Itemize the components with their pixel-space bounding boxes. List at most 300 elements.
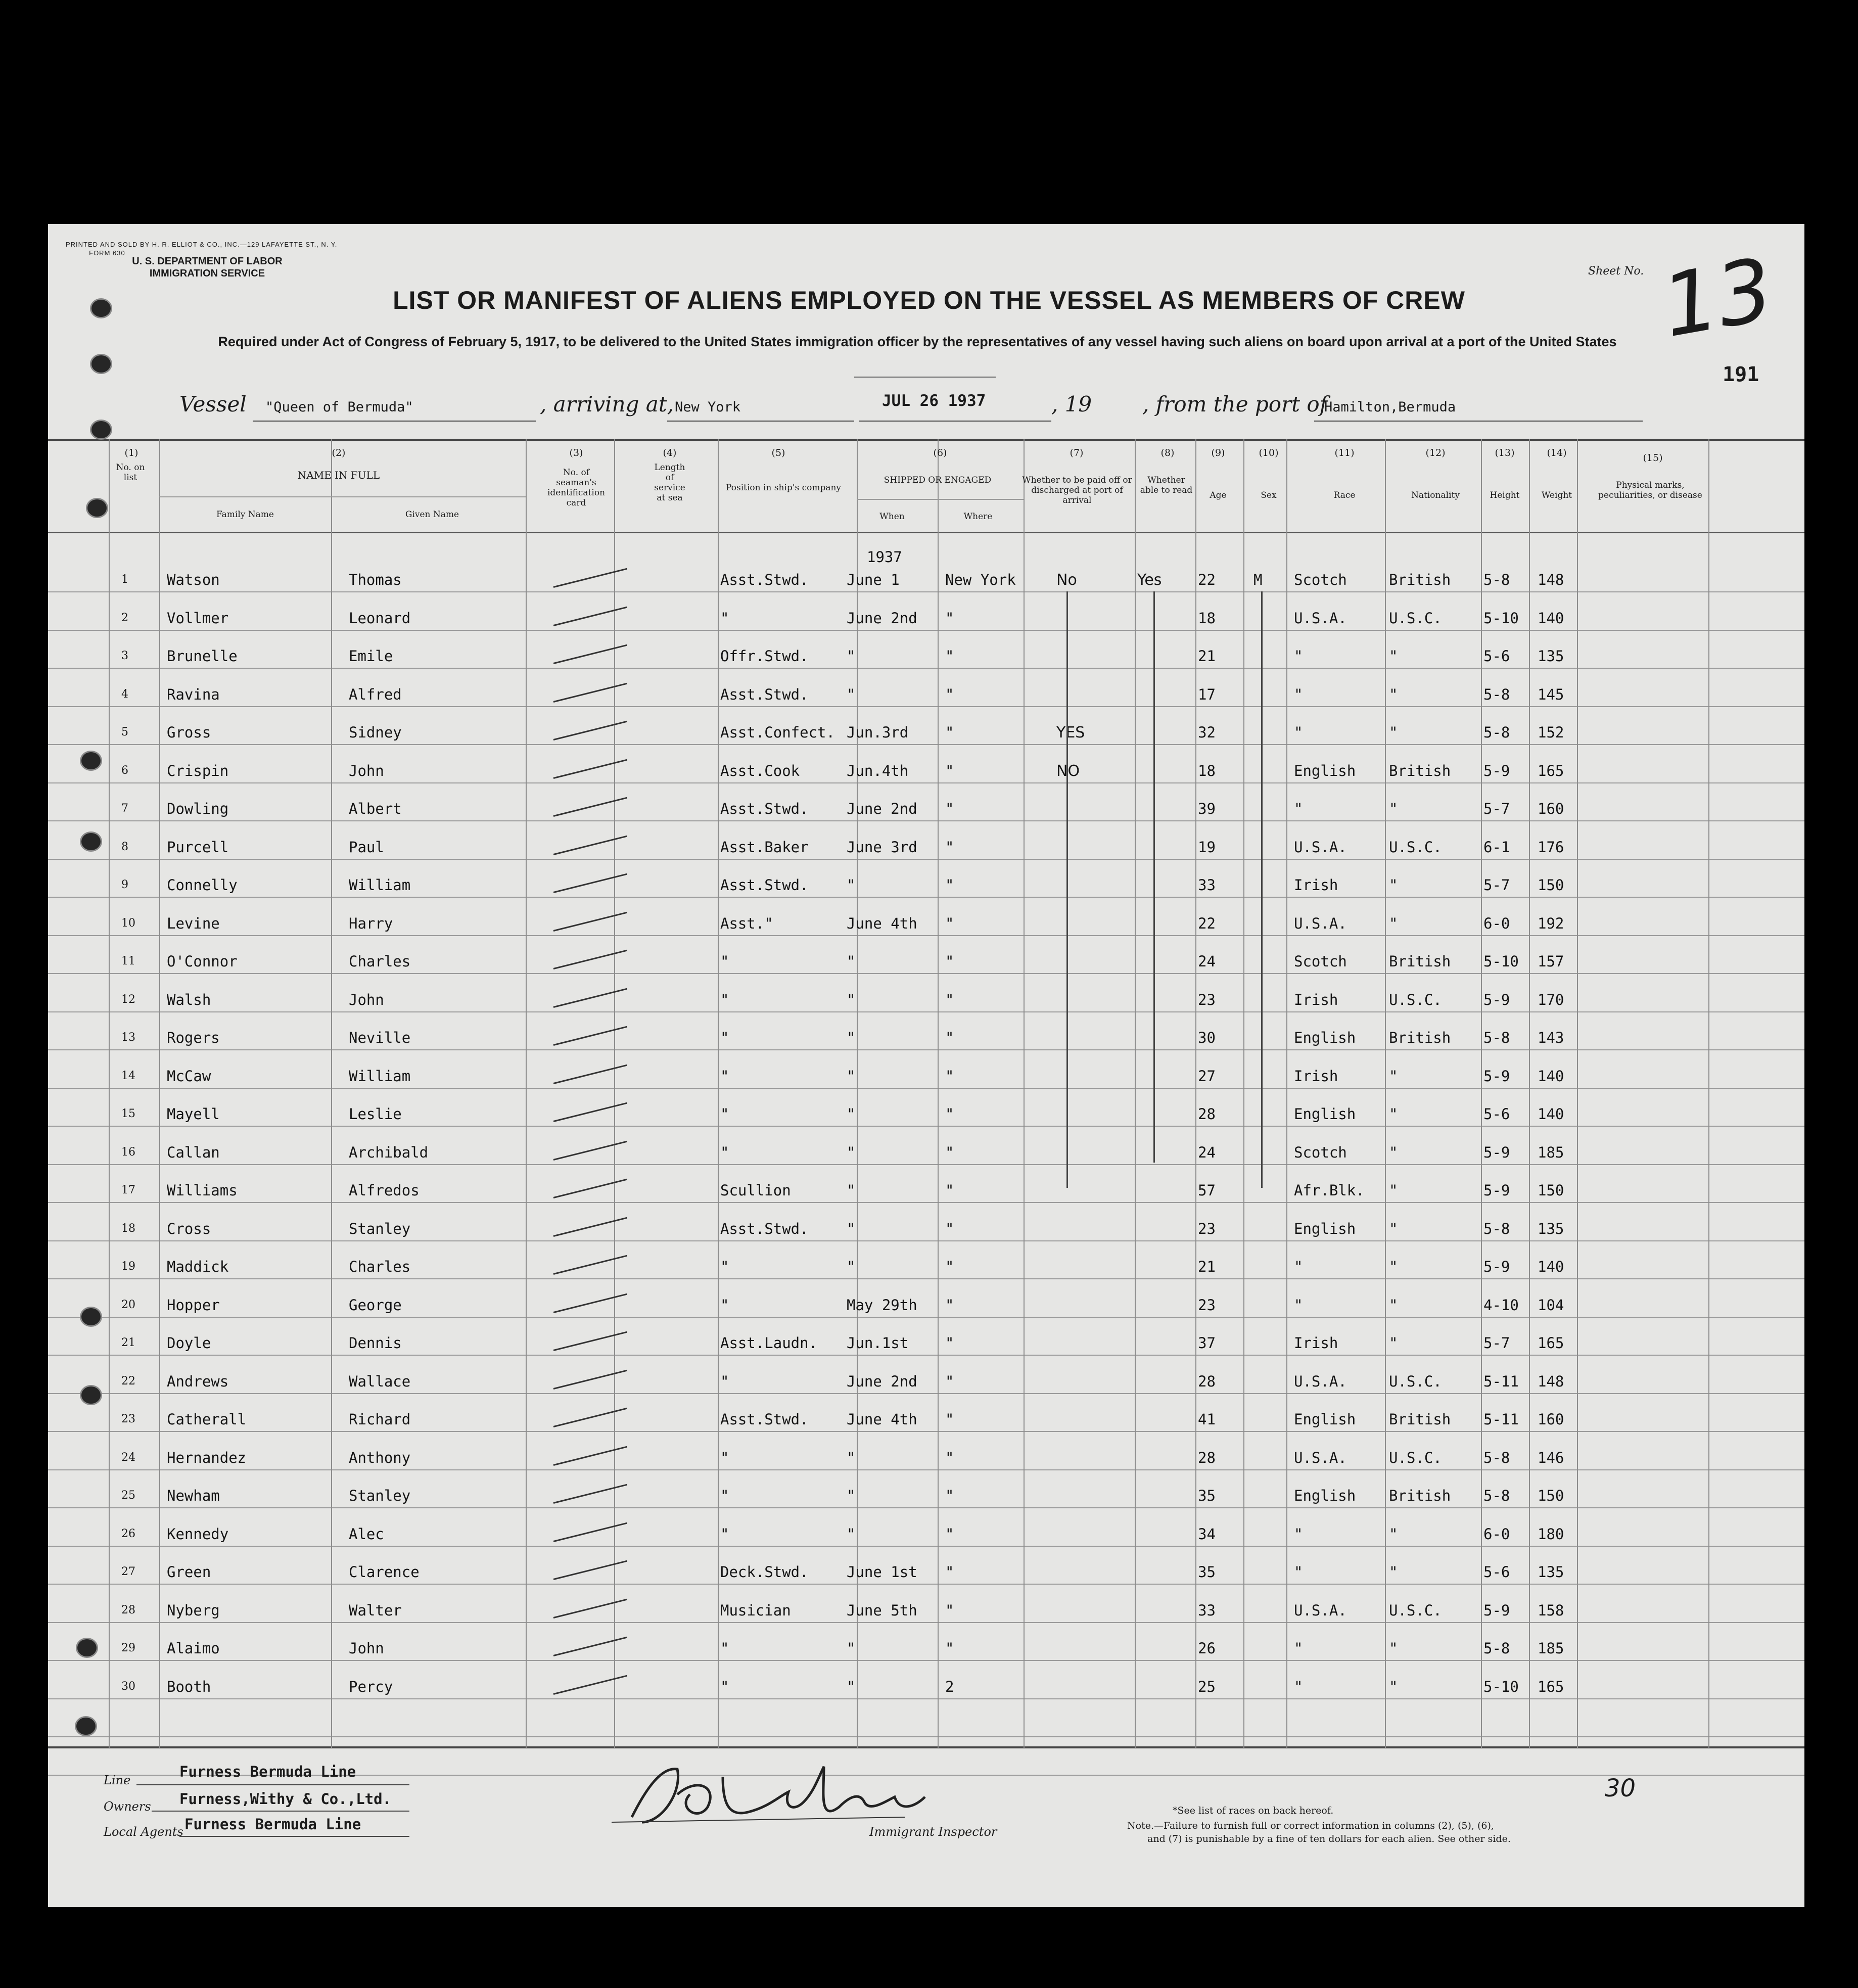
race: Scotch bbox=[1294, 1144, 1347, 1161]
ditto-stroke-col10 bbox=[1261, 591, 1263, 1188]
column-rule bbox=[159, 439, 160, 1748]
row-rule bbox=[48, 1546, 1804, 1547]
row-rule bbox=[48, 1240, 1804, 1241]
family-name: Newham bbox=[167, 1487, 220, 1504]
family-name: Purcell bbox=[167, 839, 229, 856]
age: 24 bbox=[1198, 1144, 1216, 1161]
binder-hole bbox=[90, 354, 112, 374]
race: " bbox=[1294, 1563, 1303, 1581]
col1-number: (1) bbox=[124, 447, 138, 458]
page-subtitle: Required under Act of Congress of February 5, 1917, to be delivered to the United States immigration officer by the representatives of any vessel having such aliens on board upon arrival at a port of the United States bbox=[218, 334, 1617, 349]
race: U.S.A. bbox=[1294, 1602, 1347, 1619]
column-rule bbox=[1385, 439, 1386, 1748]
shipped-when: May 29th bbox=[847, 1297, 917, 1314]
owners-label: Owners bbox=[104, 1799, 151, 1814]
race: U.S.A. bbox=[1294, 915, 1347, 932]
column-rule bbox=[1243, 439, 1244, 1748]
weight: 165 bbox=[1538, 762, 1564, 779]
given-name: Alfred bbox=[349, 686, 402, 703]
family-name: Booth bbox=[167, 1678, 211, 1695]
col13-number: (13) bbox=[1495, 447, 1515, 458]
paid-off: NO bbox=[1056, 762, 1080, 780]
sex: M bbox=[1253, 571, 1263, 588]
weight: 160 bbox=[1538, 1411, 1564, 1428]
given-name: Harry bbox=[349, 915, 393, 932]
col6-header: SHIPPED OR ENGAGED bbox=[884, 475, 992, 485]
row-number: 16 bbox=[121, 1146, 135, 1159]
sheet-number: 13 bbox=[1655, 239, 1780, 357]
shipped-when: " bbox=[847, 1068, 856, 1085]
col7-number: (7) bbox=[1070, 447, 1084, 458]
height: 5-6 bbox=[1483, 648, 1510, 665]
nationality: " bbox=[1389, 915, 1398, 932]
weight: 150 bbox=[1538, 1487, 1564, 1504]
weight: 152 bbox=[1538, 724, 1564, 741]
age: 28 bbox=[1198, 1105, 1216, 1123]
shipped-when: " bbox=[847, 876, 856, 894]
family-name: Andrews bbox=[167, 1373, 229, 1390]
position: Offr.Stwd. bbox=[720, 648, 809, 665]
height: 5-8 bbox=[1483, 1640, 1510, 1657]
port-underline bbox=[667, 421, 854, 422]
row-number: 30 bbox=[121, 1680, 135, 1693]
row-number: 17 bbox=[121, 1184, 135, 1196]
shipped-when: " bbox=[847, 648, 856, 665]
row-number: 26 bbox=[121, 1528, 135, 1540]
race: " bbox=[1294, 724, 1303, 741]
shipped-where: " bbox=[945, 1411, 954, 1428]
weight: 176 bbox=[1538, 839, 1564, 856]
height: 5-9 bbox=[1483, 1258, 1510, 1275]
position: Asst.Baker bbox=[720, 839, 809, 856]
weight: 170 bbox=[1538, 991, 1564, 1008]
height: 5-8 bbox=[1483, 1449, 1510, 1466]
from-underline bbox=[1314, 421, 1643, 422]
position: Asst.Confect. bbox=[720, 724, 835, 741]
age: 23 bbox=[1198, 1220, 1216, 1237]
given-name: George bbox=[349, 1297, 402, 1314]
shipped-when: Jun.4th bbox=[847, 762, 909, 779]
paid-off: YES bbox=[1056, 724, 1085, 742]
nationality: " bbox=[1389, 1068, 1398, 1085]
shipped-where: New York bbox=[945, 571, 1016, 588]
service-name: IMMIGRATION SERVICE bbox=[149, 268, 265, 279]
binder-hole bbox=[90, 298, 112, 318]
column-rule bbox=[1024, 439, 1025, 1748]
row-number: 10 bbox=[121, 917, 135, 930]
agents-label: Local Agents bbox=[104, 1825, 183, 1839]
row-rule bbox=[48, 1584, 1804, 1585]
row-rule bbox=[48, 668, 1804, 669]
race: " bbox=[1294, 1258, 1303, 1275]
given-name: Sidney bbox=[349, 724, 402, 741]
family-name: Callan bbox=[167, 1144, 220, 1161]
family-name: McCaw bbox=[167, 1068, 211, 1085]
nationality: " bbox=[1389, 1220, 1398, 1237]
row-number: 12 bbox=[121, 993, 135, 1006]
nationality: " bbox=[1389, 1563, 1398, 1581]
position: " bbox=[720, 1678, 729, 1695]
owners-underline bbox=[152, 1811, 409, 1812]
family-name: Connelly bbox=[167, 876, 238, 894]
row-rule bbox=[48, 1393, 1804, 1394]
age: 34 bbox=[1198, 1525, 1216, 1543]
shipped-when: " bbox=[847, 1220, 856, 1237]
family-name: Walsh bbox=[167, 991, 211, 1008]
col2a-header: Family Name bbox=[216, 510, 274, 520]
race: English bbox=[1294, 1105, 1356, 1123]
age: 19 bbox=[1198, 839, 1216, 856]
arrival-date-stamp: JUL 26 1937 bbox=[882, 392, 986, 410]
column-rule bbox=[1577, 439, 1578, 1748]
printer-imprint: PRINTED AND SOLD BY H. R. ELLIOT & CO., INC.—129 LAFAYETTE ST., N. Y. FORM 630 bbox=[66, 241, 338, 257]
nationality: U.S.C. bbox=[1389, 1449, 1442, 1466]
date-underline bbox=[859, 421, 1051, 422]
shipped-subrule bbox=[857, 499, 1024, 500]
family-name: Mayell bbox=[167, 1105, 220, 1123]
weight: 185 bbox=[1538, 1144, 1564, 1161]
given-name: Richard bbox=[349, 1411, 411, 1428]
race: Afr.Blk. bbox=[1294, 1182, 1365, 1199]
weight: 140 bbox=[1538, 1105, 1564, 1123]
shipped-where: " bbox=[945, 1144, 954, 1161]
age: 28 bbox=[1198, 1373, 1216, 1390]
given-name: Thomas bbox=[349, 571, 402, 588]
race: U.S.A. bbox=[1294, 1449, 1347, 1466]
shipped-where: " bbox=[945, 648, 954, 665]
binder-hole bbox=[80, 831, 102, 852]
shipped-when: " bbox=[847, 1144, 856, 1161]
col2-header: NAME IN FULL bbox=[297, 469, 380, 481]
family-name: Vollmer bbox=[167, 610, 229, 627]
col4-header: Length of service at sea bbox=[654, 463, 685, 503]
col2b-header: Given Name bbox=[405, 510, 459, 520]
sheet-number-label: Sheet No. bbox=[1588, 265, 1644, 278]
given-name: Albert bbox=[349, 800, 402, 817]
shipped-where: " bbox=[945, 724, 954, 741]
row-rule bbox=[48, 935, 1804, 936]
position: Asst.Stwd. bbox=[720, 686, 809, 703]
height: 5-10 bbox=[1483, 953, 1519, 970]
nationality: " bbox=[1389, 1640, 1398, 1657]
row-number: 9 bbox=[121, 879, 128, 891]
row-rule bbox=[48, 1317, 1804, 1318]
family-name: Kennedy bbox=[167, 1525, 229, 1543]
race: Irish bbox=[1294, 1068, 1338, 1085]
age: 26 bbox=[1198, 1640, 1216, 1657]
nationality: U.S.C. bbox=[1389, 839, 1442, 856]
shipped-where: " bbox=[945, 839, 954, 856]
position: " bbox=[720, 1144, 729, 1161]
col7-header: Whether to be paid off or discharged at port of arrival bbox=[1022, 475, 1132, 505]
family-name: Rogers bbox=[167, 1029, 220, 1046]
column-rule bbox=[1135, 439, 1136, 1748]
col8-number: (8) bbox=[1160, 447, 1175, 458]
given-name: Neville bbox=[349, 1029, 411, 1046]
race: Irish bbox=[1294, 1334, 1338, 1352]
crew-count-note: 30 bbox=[1605, 1774, 1636, 1802]
ditto-stroke-col8 bbox=[1153, 591, 1155, 1163]
given-name: William bbox=[349, 876, 411, 894]
row-number: 7 bbox=[121, 802, 128, 815]
height: 5-8 bbox=[1483, 686, 1510, 703]
family-name: Williams bbox=[167, 1182, 238, 1199]
age: 33 bbox=[1198, 876, 1216, 894]
row-rule bbox=[48, 782, 1804, 783]
height: 5-6 bbox=[1483, 1563, 1510, 1581]
weight: 143 bbox=[1538, 1029, 1564, 1046]
position: " bbox=[720, 1487, 729, 1504]
row-rule bbox=[48, 1278, 1804, 1279]
weight: 185 bbox=[1538, 1640, 1564, 1657]
vessel-label: Vessel bbox=[179, 392, 247, 417]
age: 33 bbox=[1198, 1602, 1216, 1619]
weight: 140 bbox=[1538, 610, 1564, 627]
position: " bbox=[720, 1258, 729, 1275]
row-number: 29 bbox=[121, 1642, 135, 1654]
shipped-where: " bbox=[945, 1029, 954, 1046]
family-name: O'Connor bbox=[167, 953, 238, 970]
header-bottom-rule bbox=[48, 532, 1804, 533]
given-name: Wallace bbox=[349, 1373, 411, 1390]
row-number: 24 bbox=[121, 1451, 135, 1464]
row-number: 25 bbox=[121, 1489, 135, 1502]
position: Asst.Cook bbox=[720, 762, 800, 779]
col9-number: (9) bbox=[1211, 447, 1225, 458]
position: Asst.Stwd. bbox=[720, 800, 809, 817]
height: 5-11 bbox=[1483, 1411, 1519, 1428]
shipped-where: " bbox=[945, 1258, 954, 1275]
row-rule bbox=[48, 1736, 1804, 1737]
inspector-label: Immigrant Inspector bbox=[869, 1825, 997, 1839]
given-name: Clarence bbox=[349, 1563, 420, 1581]
given-name: Alfredos bbox=[349, 1182, 420, 1199]
race: " bbox=[1294, 1678, 1303, 1695]
column-rule bbox=[857, 439, 858, 1748]
given-name: Percy bbox=[349, 1678, 393, 1695]
height: 5-8 bbox=[1483, 1029, 1510, 1046]
line-value: Furness Bermuda Line bbox=[179, 1763, 356, 1780]
row-rule bbox=[48, 1507, 1804, 1508]
fine-note-2: and (7) is punishable by a fine of ten dollars for each alien. See other side. bbox=[1147, 1833, 1511, 1844]
position: Asst.Stwd. bbox=[720, 571, 809, 588]
nationality: " bbox=[1389, 1334, 1398, 1352]
row-number: 2 bbox=[121, 612, 128, 624]
position: " bbox=[720, 1449, 729, 1466]
race: English bbox=[1294, 762, 1356, 779]
age: 28 bbox=[1198, 1449, 1216, 1466]
position: " bbox=[720, 1297, 729, 1314]
nationality: " bbox=[1389, 1144, 1398, 1161]
column-rule bbox=[718, 439, 719, 1748]
shipped-when: June 5th bbox=[847, 1602, 917, 1619]
department-name: U. S. DEPARTMENT OF LABOR bbox=[132, 256, 283, 267]
height: 5-9 bbox=[1483, 1144, 1510, 1161]
nationality: " bbox=[1389, 1105, 1398, 1123]
col11-number: (11) bbox=[1334, 447, 1355, 458]
age: 41 bbox=[1198, 1411, 1216, 1428]
nationality: " bbox=[1389, 1525, 1398, 1543]
position: " bbox=[720, 1105, 729, 1123]
race: " bbox=[1294, 1297, 1303, 1314]
shipped-where: " bbox=[945, 991, 954, 1008]
shipped-where: " bbox=[945, 1602, 954, 1619]
family-name: Levine bbox=[167, 915, 220, 932]
given-name: Stanley bbox=[349, 1487, 411, 1504]
family-name: Hopper bbox=[167, 1297, 220, 1314]
binder-hole bbox=[90, 420, 112, 440]
nationality: British bbox=[1389, 762, 1451, 779]
col8-header: Whether able to read bbox=[1140, 475, 1193, 495]
nationality: " bbox=[1389, 724, 1398, 741]
race: " bbox=[1294, 1525, 1303, 1543]
shipped-when: " bbox=[847, 1182, 856, 1199]
weight: 148 bbox=[1538, 1373, 1564, 1390]
height: 5-9 bbox=[1483, 762, 1510, 779]
nationality: " bbox=[1389, 648, 1398, 665]
nationality: U.S.C. bbox=[1389, 1373, 1442, 1390]
shipped-when: " bbox=[847, 686, 856, 703]
nationality: " bbox=[1389, 876, 1398, 894]
column-rule bbox=[1708, 439, 1709, 1748]
weight: 160 bbox=[1538, 800, 1564, 817]
age: 25 bbox=[1198, 1678, 1216, 1695]
col5-number: (5) bbox=[771, 447, 785, 458]
race: U.S.A. bbox=[1294, 610, 1347, 627]
age: 39 bbox=[1198, 800, 1216, 817]
shipped-where: " bbox=[945, 915, 954, 932]
column-rule bbox=[614, 439, 615, 1748]
race: " bbox=[1294, 648, 1303, 665]
name-subrule bbox=[159, 496, 526, 497]
shipped-when: June 2nd bbox=[847, 1373, 917, 1390]
row-rule bbox=[48, 1164, 1804, 1165]
row-rule bbox=[48, 1622, 1804, 1623]
fine-note-1: Note.—Failure to furnish full or correct information in columns (2), (5), (6), bbox=[1127, 1820, 1494, 1831]
height: 5-9 bbox=[1483, 1068, 1510, 1085]
vessel-name: "Queen of Bermuda" bbox=[265, 399, 413, 415]
shipped-when: June 2nd bbox=[847, 800, 917, 817]
able-to-read: Yes bbox=[1137, 571, 1162, 589]
race: Scotch bbox=[1294, 953, 1347, 970]
position: " bbox=[720, 1640, 729, 1657]
row-rule bbox=[48, 1469, 1804, 1470]
line-underline bbox=[136, 1784, 409, 1785]
from-label: , from the port of bbox=[1142, 392, 1328, 417]
column-rule bbox=[1286, 439, 1287, 1748]
family-name: Brunelle bbox=[167, 648, 238, 665]
row-rule bbox=[48, 897, 1804, 898]
race: U.S.A. bbox=[1294, 839, 1347, 856]
shipped-where: " bbox=[945, 686, 954, 703]
row-number: 6 bbox=[121, 764, 128, 777]
given-name: Alec bbox=[349, 1525, 384, 1543]
shipped-when: June 1st bbox=[847, 1563, 917, 1581]
race: Irish bbox=[1294, 876, 1338, 894]
shipped-where: " bbox=[945, 953, 954, 970]
height: 5-8 bbox=[1483, 1220, 1510, 1237]
shipped-when: " bbox=[847, 1640, 856, 1657]
col5-header: Position in ship's company bbox=[725, 483, 842, 493]
shipped-where: " bbox=[945, 1640, 954, 1657]
race: Scotch bbox=[1294, 571, 1347, 588]
shipped-where: " bbox=[945, 1334, 954, 1352]
binder-hole bbox=[76, 1638, 98, 1658]
weight: 135 bbox=[1538, 648, 1564, 665]
shipped-where: " bbox=[945, 1297, 954, 1314]
shipped-where: " bbox=[945, 762, 954, 779]
col15-header: Physical marks, peculiarities, or disease bbox=[1598, 480, 1702, 500]
weight: 135 bbox=[1538, 1220, 1564, 1237]
shipped-where: " bbox=[945, 1220, 954, 1237]
owners-value: Furness,Withy & Co.,Ltd. bbox=[179, 1790, 392, 1808]
row-number: 21 bbox=[121, 1336, 135, 1349]
row-rule bbox=[48, 1660, 1804, 1661]
col14-number: (14) bbox=[1547, 447, 1567, 458]
row-rule bbox=[48, 1011, 1804, 1012]
given-name: John bbox=[349, 1640, 384, 1657]
col10-number: (10) bbox=[1259, 447, 1279, 458]
weight: 150 bbox=[1538, 1182, 1564, 1199]
position: " bbox=[720, 1373, 729, 1390]
position: " bbox=[720, 1525, 729, 1543]
shipped-when: June 3rd bbox=[847, 839, 917, 856]
height: 5-8 bbox=[1483, 1487, 1510, 1504]
row-number: 5 bbox=[121, 726, 128, 738]
shipped-where: " bbox=[945, 1563, 954, 1581]
shipped-where: " bbox=[945, 1105, 954, 1123]
family-name: Gross bbox=[167, 724, 211, 741]
nationality: " bbox=[1389, 686, 1398, 703]
row-number: 18 bbox=[121, 1222, 135, 1235]
height: 5-6 bbox=[1483, 1105, 1510, 1123]
race: English bbox=[1294, 1220, 1356, 1237]
col12-number: (12) bbox=[1425, 447, 1446, 458]
given-name: John bbox=[349, 762, 384, 779]
height: 5-8 bbox=[1483, 571, 1510, 588]
age: 27 bbox=[1198, 1068, 1216, 1085]
col6-number: (6) bbox=[933, 447, 947, 458]
shipped-where: " bbox=[945, 1487, 954, 1504]
shipped-where: " bbox=[945, 800, 954, 817]
weight: 157 bbox=[1538, 953, 1564, 970]
shipped-when: " bbox=[847, 1029, 856, 1046]
binder-hole bbox=[80, 751, 102, 771]
height: 6-0 bbox=[1483, 915, 1510, 932]
row-rule bbox=[48, 1431, 1804, 1432]
age: 57 bbox=[1198, 1182, 1216, 1199]
col6b-header: Where bbox=[963, 512, 993, 522]
shipped-where: " bbox=[945, 1525, 954, 1543]
col10-header: Sex bbox=[1261, 490, 1277, 500]
stamp-number: 191 bbox=[1723, 363, 1759, 386]
col12-header: Nationality bbox=[1411, 490, 1460, 500]
col1-header: No. on list bbox=[116, 463, 145, 483]
agents-value: Furness Bermuda Line bbox=[184, 1816, 361, 1833]
col3-number: (3) bbox=[569, 447, 583, 458]
weight: 180 bbox=[1538, 1525, 1564, 1543]
height: 6-1 bbox=[1483, 839, 1510, 856]
shipped-where: " bbox=[945, 1182, 954, 1199]
nationality: " bbox=[1389, 1297, 1398, 1314]
row-number: 11 bbox=[121, 955, 135, 967]
shipped-when: Jun.3rd bbox=[847, 724, 909, 741]
weight: 192 bbox=[1538, 915, 1564, 932]
shipped-when: " bbox=[847, 1525, 856, 1543]
given-name: Charles bbox=[349, 1258, 411, 1275]
position: " bbox=[720, 1029, 729, 1046]
department-block bbox=[101, 255, 313, 280]
